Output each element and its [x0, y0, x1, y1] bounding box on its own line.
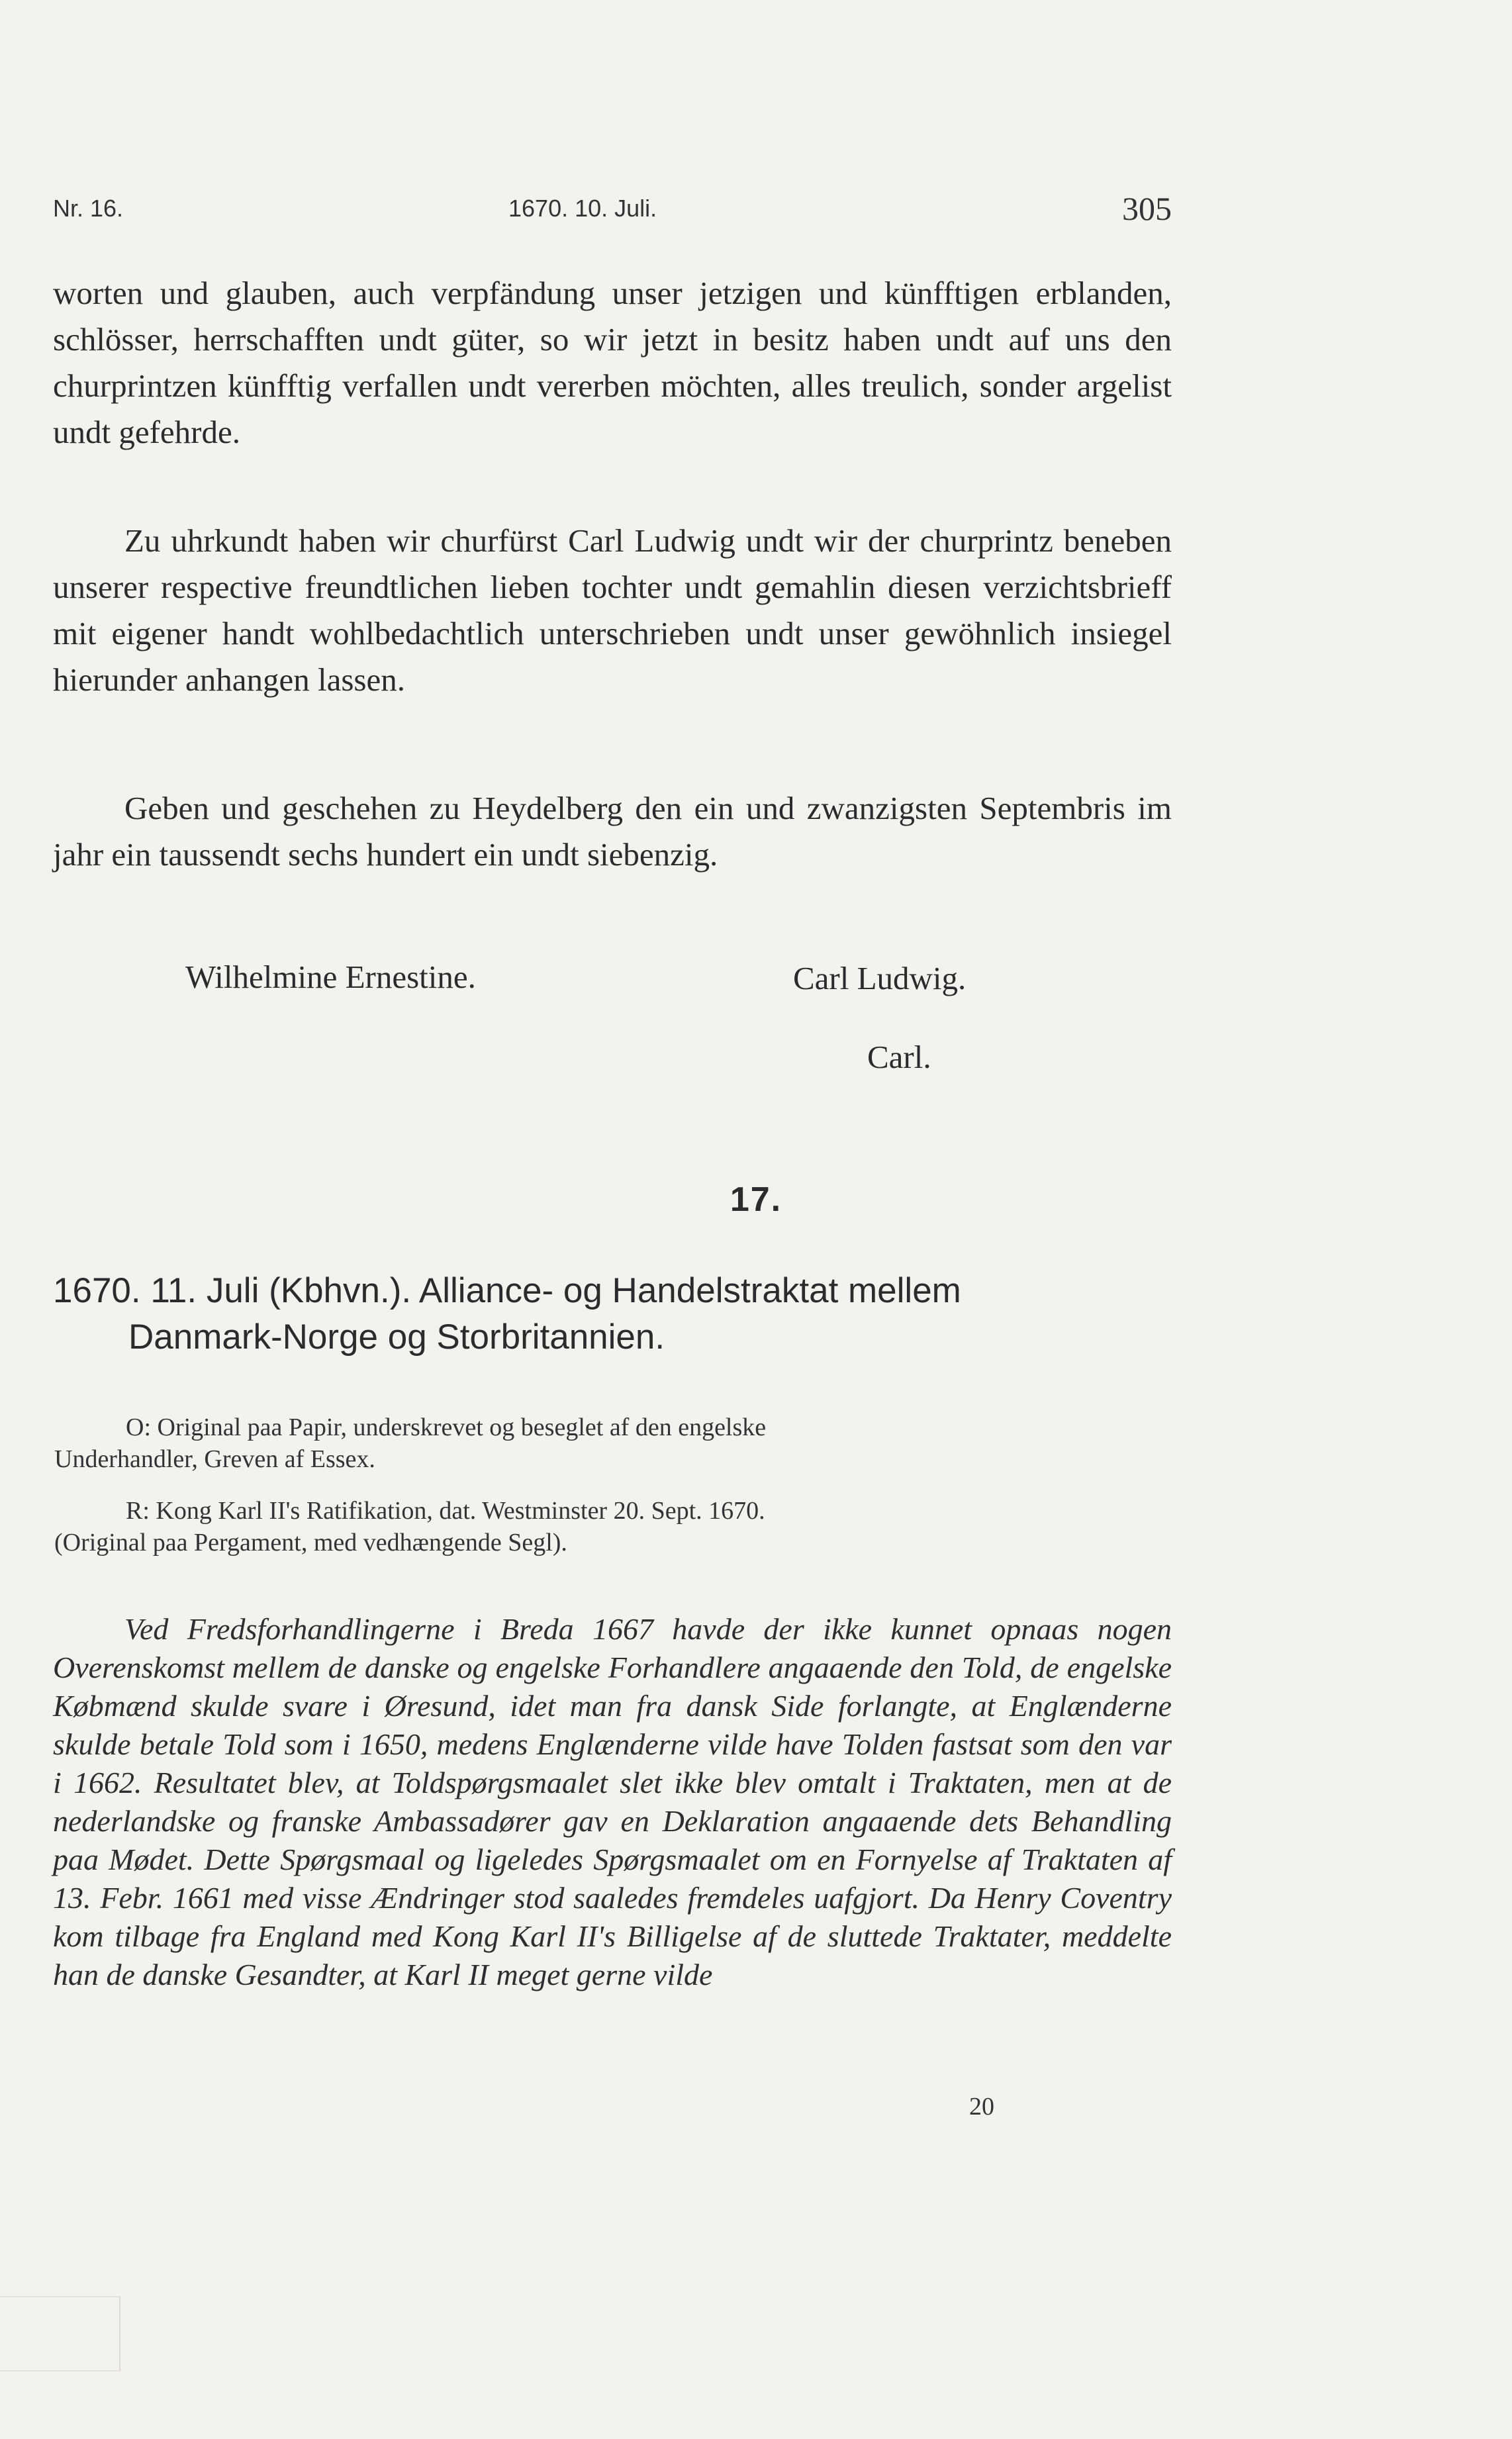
running-head — [53, 189, 1172, 229]
source-note-original-line-1: O: Original paa Papir, underskrevet og beseglet af den engelske — [126, 1413, 767, 1441]
paragraph-1-text: worten und glauben, auch verpfändung unser jetzigen und künfftigen erblanden, schlösser, herrschafften undt güter, so wir jetzt in besitz haben undt auf uns den churprintzen künfftig verfallen undt vererben möchten, alles treulich, sonder argelist undt gefehrde. — [53, 275, 1172, 450]
signature-carl: Carl. — [867, 1039, 931, 1075]
document-heading — [53, 1268, 1178, 1361]
introduction-text: Ved Fredsforhandlingerne i Breda 1667 havde der ikke kunnet opnaas nogen Overenskomst mellem de danske og engelske Forhandlere angaaende den Told, de engelske Købmænd skulde svare i Øresund, idet man fra dansk Side forlangte, at Englænderne skulde betale Told som i 1650, medens Englænderne vilde have Tolden fastsat som den var i 1662. Resultatet blev, at Toldspørgsmaalet slet ikke blev omtalt i Traktaten, men at de nederlandske og franske Ambassadører gav en Deklaration angaaende dets Behandling paa Mødet. Dette Spørgsmaal og ligeledes Spørgsmaalet om en Fornyelse af Traktaten af 13. Febr. 1661 med visse Ændringer stod saaledes fremdeles uafgjort. Da Henry Coventry kom tilbage fra England med Kong Karl II's Billigelse af de sluttede Traktater, meddelte han de danske Gesandter, at Karl II meget gerne vilde — [53, 1612, 1172, 1991]
page-number: 305 — [1122, 190, 1172, 227]
sheet-signature: 20 — [969, 2093, 994, 2121]
source-note-ratification-line-2: (Original paa Pergament, med vedhængende Segl). — [54, 1529, 567, 1556]
source-note-ratification-line-1: R: Kong Karl II's Ratifikation, dat. Westminster 20. Sept. 1670. — [126, 1497, 765, 1525]
introduction — [53, 1610, 1172, 1994]
signature-carl-ludwig: Carl Ludwig. — [793, 960, 967, 996]
running-head-date: 1670. 10. Juli. — [508, 195, 657, 222]
paragraph-2-text: Zu uhrkundt haben wir churfürst Carl Ludwig undt wir der churprintz beneben unserer respective freundtlichen lieben tochter undt gemahlin diesen verzichtsbrieff mit eigener handt wohlbedachtlich unterschrieben undt unser gewöhnlich insiegel hierunder anhangen lassen. — [53, 522, 1172, 698]
document-heading-line-2: Danmark-Norge og Storbritannien. — [128, 1317, 665, 1357]
source-note-original — [54, 1411, 1158, 1475]
paragraph-3-text: Geben und geschehen zu Heydelberg den ein und zwanzigsten Septembris im jahr ein taussendt sechs hundert ein undt siebenzig. — [53, 790, 1172, 873]
paragraph-3 — [53, 785, 1172, 878]
signature-wilhelmine: Wilhelmine Ernestine. — [185, 959, 476, 995]
source-note-original-line-2: Underhandler, Greven af Essex. — [54, 1445, 375, 1473]
document-number: 17. — [730, 1180, 782, 1219]
document-number-label: Nr. 16. — [53, 195, 124, 222]
paragraph-2 — [53, 518, 1172, 703]
document-heading-line-1: 1670. 11. Juli (Kbhvn.). Alliance- og Handelstraktat mellem — [53, 1271, 961, 1310]
paragraph-1 — [53, 270, 1172, 455]
source-note-ratification — [54, 1495, 1158, 1558]
scan-margin-mark — [0, 2296, 120, 2371]
